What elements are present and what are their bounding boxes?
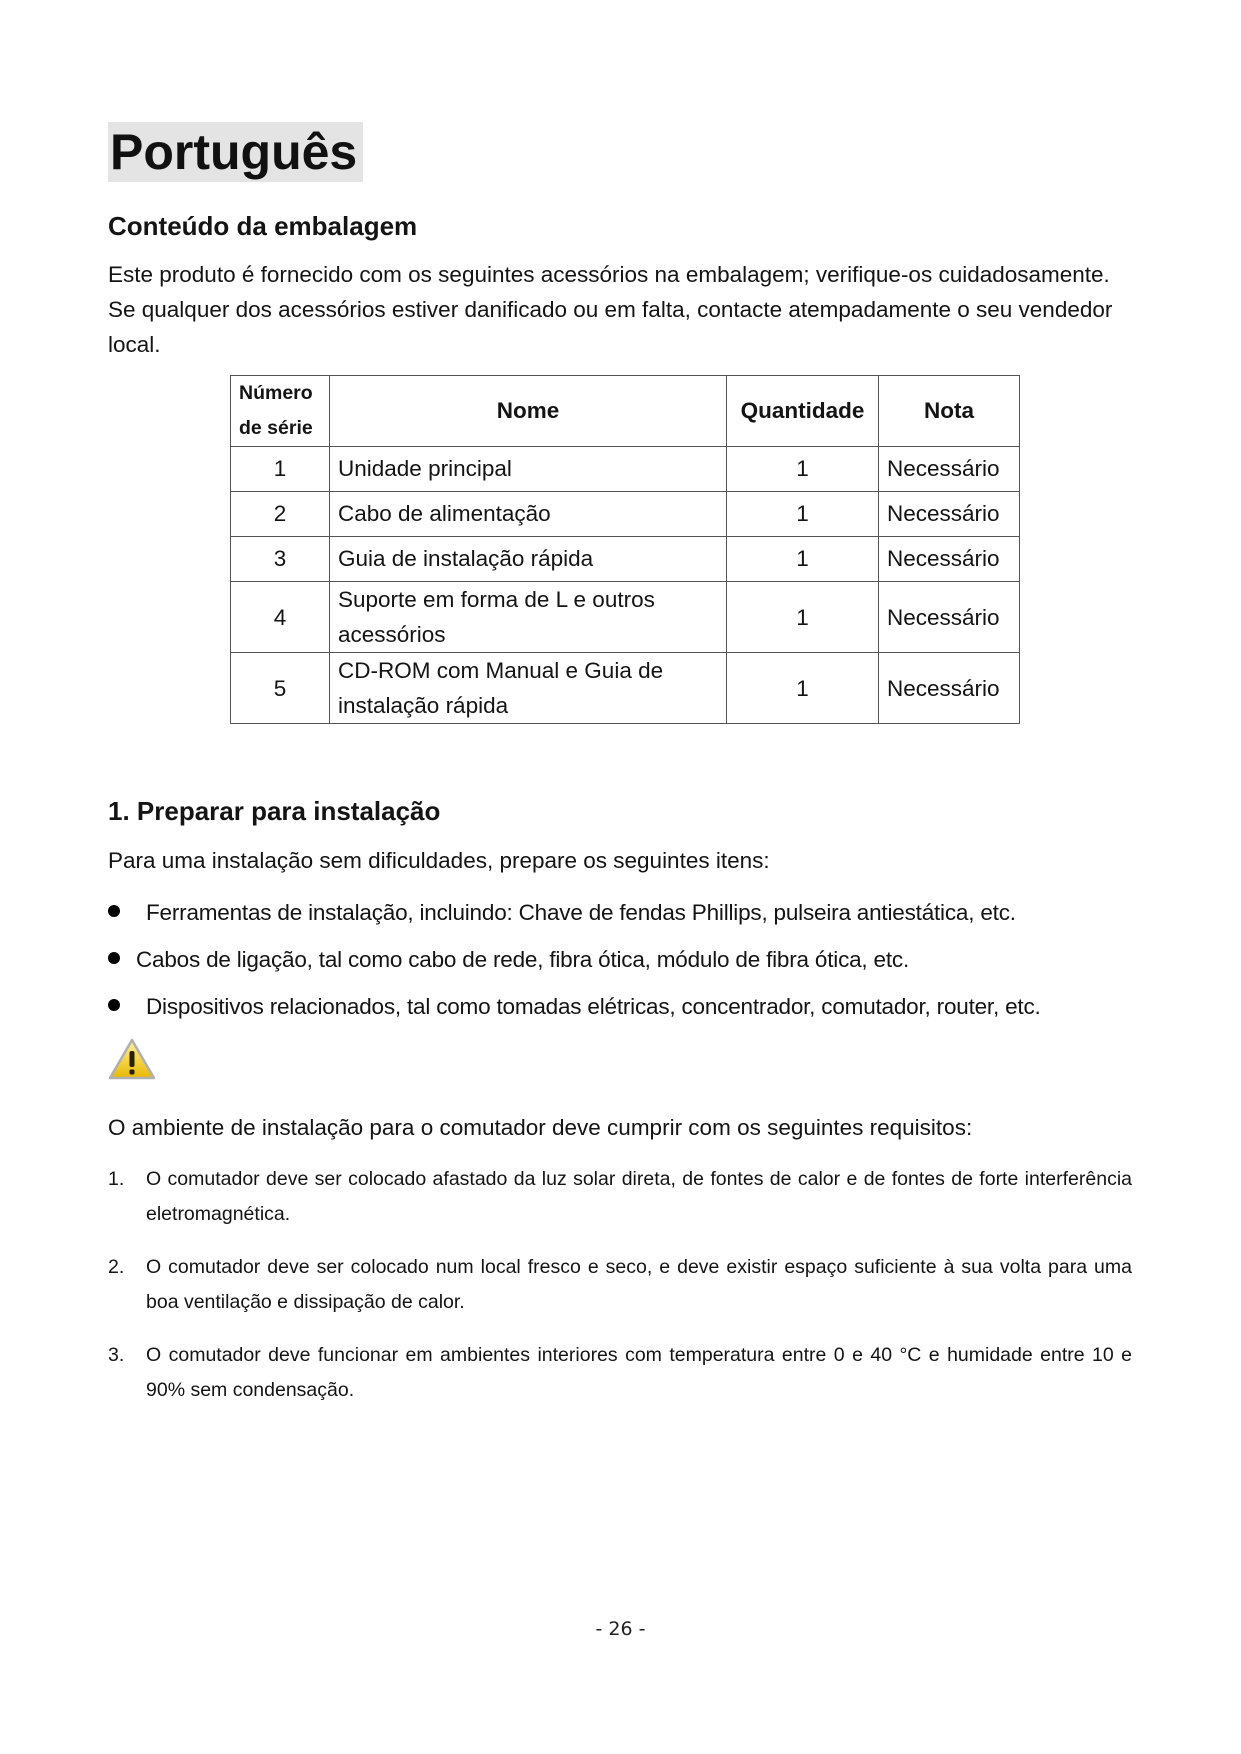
row-serial-number: 3 bbox=[231, 537, 330, 582]
row-note: Necessário bbox=[879, 447, 1020, 492]
table-row bbox=[231, 447, 1020, 492]
row-name: Suporte em forma de L e outros acessórios bbox=[330, 582, 727, 653]
requirement-text: O comutador deve ser colocado afastado da luz solar direta, de fontes de calor e de fontes de forte interferência eletromagnética. bbox=[146, 1168, 1132, 1225]
row-name: Unidade principal bbox=[330, 447, 727, 492]
header-name: Nome bbox=[330, 376, 727, 447]
contents-intro: Este produto é fornecido com os seguintes acessórios na embalagem; verifique-os cuidadosamente. Se qualquer dos acessórios estiver danificado ou em falta, contacte atempadamente o seu vendedor local. bbox=[108, 262, 1113, 357]
list-item bbox=[108, 1162, 1132, 1232]
row-name: Cabo de alimentação bbox=[330, 492, 727, 537]
requirement-text: O comutador deve funcionar em ambientes interiores com temperatura entre 0 e 40 °C e humidade entre 10 e 90% sem condensação. bbox=[146, 1344, 1132, 1401]
row-serial-number: 4 bbox=[231, 582, 330, 653]
prepare-heading: 1. Preparar para instalação bbox=[108, 796, 441, 826]
requirement-text: O comutador deve ser colocado num local fresco e seco, e deve existir espaço suficiente à sua volta para uma boa ventilação e dissipação de calor. bbox=[146, 1256, 1132, 1313]
bullet-icon bbox=[108, 952, 120, 964]
table-header-row bbox=[231, 376, 1020, 447]
environment-intro: O ambiente de instalação para o comutador deve cumprir com os seguintes requisitos: bbox=[108, 1115, 973, 1140]
row-name: Guia de instalação rápida bbox=[330, 537, 727, 582]
table-row bbox=[231, 653, 1020, 724]
row-name: CD-ROM com Manual e Guia de instalação rápida bbox=[330, 653, 727, 724]
header-serial-number: Número de série bbox=[231, 376, 330, 447]
requirements-list bbox=[108, 1162, 1132, 1426]
bullet-icon bbox=[108, 999, 120, 1011]
requirement-number: 1. bbox=[108, 1168, 125, 1190]
row-note: Necessário bbox=[879, 492, 1020, 537]
table-row bbox=[231, 537, 1020, 582]
row-quantity: 1 bbox=[727, 492, 879, 537]
warning-icon bbox=[108, 1037, 156, 1081]
list-item bbox=[108, 989, 1041, 1036]
list-item bbox=[108, 1250, 1132, 1320]
row-note: Necessário bbox=[879, 582, 1020, 653]
header-note: Nota bbox=[879, 376, 1020, 447]
list-item bbox=[108, 942, 1041, 989]
page-title: Português bbox=[108, 122, 363, 182]
contents-heading: Conteúdo da embalagem bbox=[108, 211, 418, 241]
row-serial-number: 2 bbox=[231, 492, 330, 537]
bullet-text: Ferramentas de instalação, incluindo: Chave de fendas Phillips, pulseira antiestática, etc. bbox=[146, 900, 1016, 925]
header-quantity: Quantidade bbox=[727, 376, 879, 447]
requirement-number: 2. bbox=[108, 1256, 125, 1278]
bullet-icon bbox=[108, 905, 120, 917]
list-item bbox=[108, 895, 1041, 942]
table-row bbox=[231, 492, 1020, 537]
row-note: Necessário bbox=[879, 653, 1020, 724]
row-quantity: 1 bbox=[727, 537, 879, 582]
row-serial-number: 5 bbox=[231, 653, 330, 724]
list-item bbox=[108, 1338, 1132, 1408]
bullet-text: Dispositivos relacionados, tal como tomadas elétricas, concentrador, comutador, router, etc. bbox=[146, 994, 1041, 1019]
row-quantity: 1 bbox=[727, 653, 879, 724]
row-serial-number: 1 bbox=[231, 447, 330, 492]
page-number: - 26 - bbox=[595, 1618, 646, 1640]
table-row bbox=[231, 582, 1020, 653]
row-note: Necessário bbox=[879, 537, 1020, 582]
row-quantity: 1 bbox=[727, 447, 879, 492]
requirement-number: 3. bbox=[108, 1344, 125, 1366]
bullet-text: Cabos de ligação, tal como cabo de rede, fibra ótica, módulo de fibra ótica, etc. bbox=[136, 947, 910, 972]
prepare-bullet-list bbox=[108, 895, 1041, 1036]
row-quantity: 1 bbox=[727, 582, 879, 653]
package-contents-table bbox=[230, 375, 1020, 724]
prepare-intro: Para uma instalação sem dificuldades, prepare os seguintes itens: bbox=[108, 848, 770, 873]
